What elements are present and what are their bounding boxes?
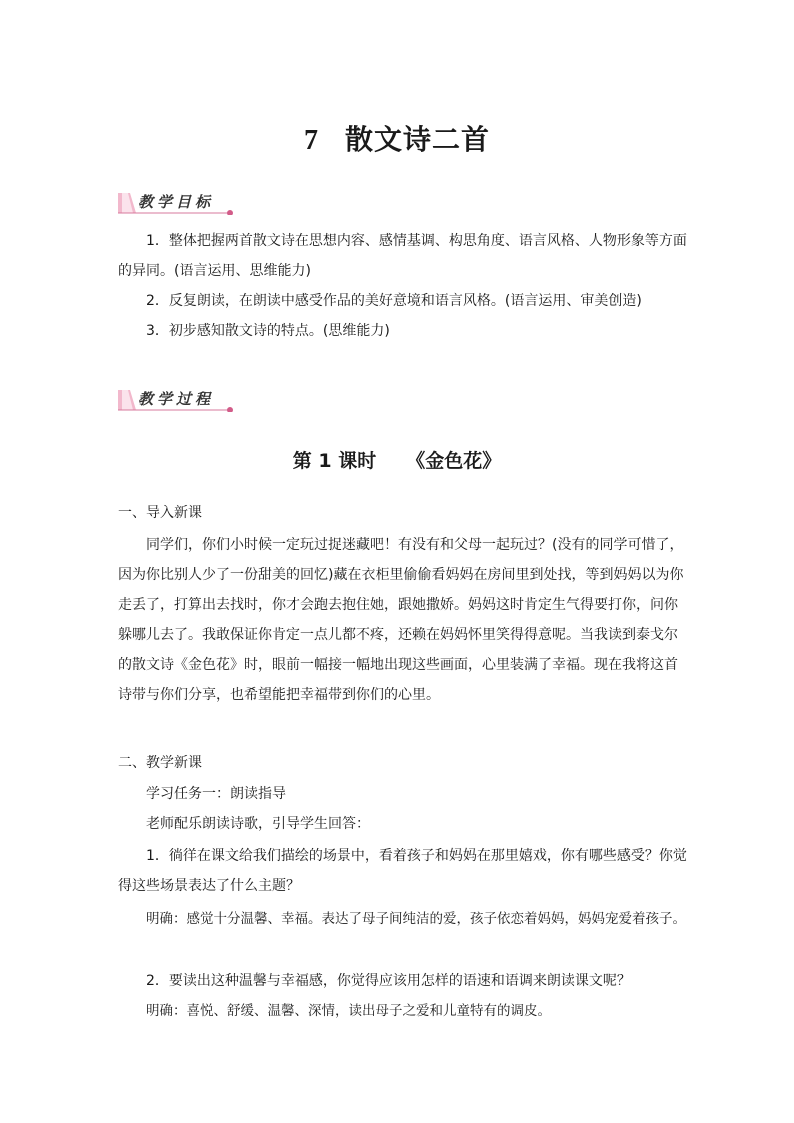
process-banner-label: 教学过程	[138, 390, 215, 408]
question-1: 1．徜徉在课文给我们描绘的场景中，看着孩子和妈妈在那里嬉戏，你有哪些感受？你觉得这些场景表达了什么主题？	[118, 848, 687, 894]
answer-1: 明确：感觉十分温馨、幸福。表达了母子间纯洁的爱，孩子依恋着妈妈，妈妈宠爱着孩子。	[146, 911, 686, 927]
section-heading-new-lesson: 二、教学新课	[118, 755, 202, 771]
intro-paragraph: 同学们，你们小时候一定玩过捉迷藏吧！有没有和父母一起玩过？(没有的同学可惜了，因为你比别人少了一份甜美的回忆)藏在衣柜里偷偷看妈妈在房间里到处找，等到妈妈以为你走丢了，打算出去找时，你才会跑去抱住她，跟她撒娇。妈妈这时肯定生气得要打你，问你躲哪儿去了。我敢保证你肯定一点儿都不疼，还赖在妈妈怀里笑得得意呢。当我读到泰戈尔的散文诗《金色花》时，眼前一幅接一幅地出现这些画面，心里装满了幸福。现在我将这首诗带与你们分享，也希望能把幸福带到你们的心里。	[118, 537, 684, 703]
task-title: 学习任务一：朗读指导	[146, 786, 286, 802]
lesson-work: 《金色花》	[406, 450, 502, 472]
objectives-banner	[118, 191, 238, 215]
lesson-period: 第 1 课时	[292, 450, 377, 472]
lesson-heading	[0, 446, 794, 473]
objectives-banner-label: 教学目标	[138, 193, 215, 211]
objective-item-2: 2．反复朗读，在朗读中感受作品的美好意境和语言风格。(语言运用、审美创造)	[146, 293, 642, 309]
chapter-title: 散文诗二首	[344, 123, 490, 156]
answer-2: 明确：喜悦、舒缓、温馨、深情，读出母子之爱和儿童特有的调皮。	[146, 1003, 551, 1019]
objective-item-3: 3．初步感知散文诗的特点。(思维能力)	[146, 323, 390, 339]
process-banner	[118, 388, 238, 412]
objective-item-1: 1．整体把握两首散文诗在思想内容、感情基调、构思角度、语言风格、人物形象等方面的异同。(语言运用、思维能力)	[118, 233, 687, 279]
question-2: 2．要读出这种温馨与幸福感，你觉得应该用怎样的语速和语调来朗读课文呢？	[146, 973, 631, 989]
section-heading-intro: 一、导入新课	[118, 505, 202, 521]
page-title	[0, 118, 794, 158]
task-intro: 老师配乐朗读诗歌，引导学生回答：	[146, 816, 370, 832]
chapter-number: 7	[303, 125, 319, 156]
